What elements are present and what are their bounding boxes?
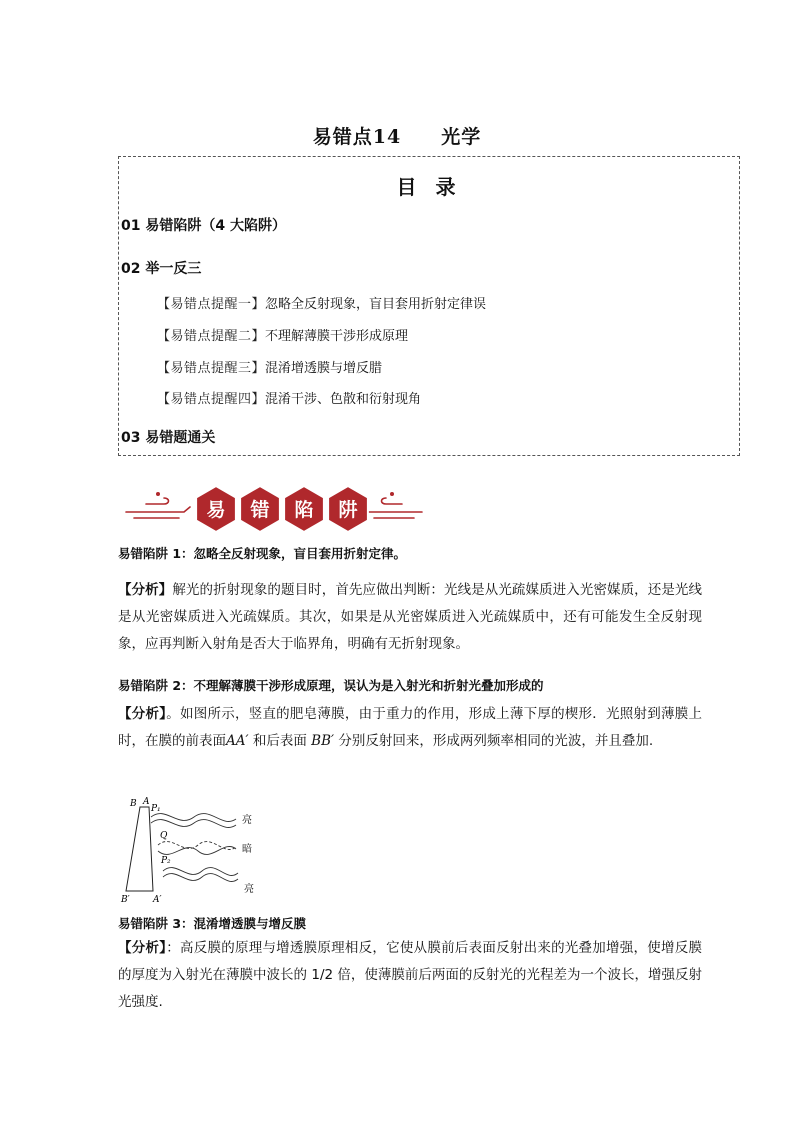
label-bright-bottom: 亮 [244, 884, 254, 895]
toc-subitem-text: 混淆增透膜与增反腊 [265, 361, 383, 376]
label-a: A [143, 797, 150, 807]
wave-dark-b [158, 846, 236, 854]
banner-char: 陷 [294, 499, 314, 521]
label-bright-top: 亮 [242, 815, 252, 826]
label-q: Q [160, 831, 168, 841]
toc-subitem-tag: 【易错点提醒四】 [157, 392, 266, 407]
toc-item-examples[interactable]: 02 举一反三 [121, 261, 202, 277]
film-wedge [126, 807, 153, 891]
banner-char: 错 [250, 499, 270, 521]
label-a-prime: A′ [153, 895, 162, 905]
trap2-analysis [118, 701, 702, 755]
analysis-tag: 【分析】 [118, 706, 167, 722]
toc-heading: 目 录 [396, 175, 462, 199]
trap1-analysis [118, 577, 702, 658]
toc-subitem-1[interactable] [157, 293, 486, 312]
trap2-heading: 易错陷阱 2：不理解薄膜干涉形成原理，误认为是入射光和折射光叠加形成的 [118, 678, 544, 693]
analysis-text: ：高反膜的原理与增透膜原理相反，它使从膜前后表面反射出来的光叠加增强，使增反膜的厚度为入射光在薄膜中波长的 1/2 倍，使薄膜前后两面的反射光的光程差为一个波长，增强反射光强度. [118, 940, 703, 1010]
table-of-contents [118, 156, 740, 456]
trap1-heading: 易错陷阱 1：忽略全反射现象，盲目套用折射定律。 [118, 546, 407, 561]
banner-right-ornament [362, 492, 422, 518]
analysis-text: 解光的折射现象的题目时，首先应做出判断：光线是从光疏媒质进入光密媒质，还是光线是从光密媒质进入光疏媒质。其次，如果是从光密媒质进入光疏媒质中，还有可能发生全反射现象，应再判断入射角是否大于临界角，明确有无折射现象。 [118, 582, 703, 652]
variable-bb: BB′ [311, 733, 335, 749]
toc-subitem-tag: 【易错点提醒二】 [157, 329, 266, 344]
banner-char: 阱 [338, 499, 358, 521]
label-b: B [130, 799, 137, 809]
analysis-text: 。如图所示，竖直的肥皂薄膜，由于重力的作用，形成上薄下厚的楔形．光照射到薄膜上时，在膜的前表面 [118, 706, 703, 749]
toc-subitem-4[interactable] [157, 388, 421, 407]
label-dark: 暗 [242, 844, 252, 855]
section-banner [124, 484, 424, 534]
toc-item-traps[interactable]: 01 易错陷阱（4 大陷阱） [121, 218, 286, 234]
toc-subitem-text: 不理解薄膜干涉形成原理 [265, 329, 409, 344]
variable-aa: AA′ [226, 733, 249, 749]
label-b-prime: B′ [121, 895, 130, 905]
toc-subitem-2[interactable] [157, 325, 408, 344]
banner-left-ornament [126, 492, 190, 518]
trap3-heading: 易错陷阱 3：混淆增透膜与增反膜 [118, 916, 307, 931]
toc-subitem-3[interactable] [157, 357, 382, 376]
analysis-tag: 【分析】 [118, 582, 173, 598]
toc-subitem-text: 混淆干涉、色散和衍射现角 [265, 392, 422, 407]
toc-subitem-tag: 【易错点提醒三】 [157, 361, 266, 376]
trap3-analysis [118, 935, 702, 1016]
label-p2: P₂ [161, 856, 171, 866]
banner-char: 易 [206, 499, 226, 521]
page-title-right: 光学 [441, 126, 482, 148]
toc-item-practice[interactable]: 03 易错题通关 [121, 430, 216, 446]
page-title-left: 易错点14 [312, 126, 402, 148]
toc-subitem-text: 忽略全反射现象，盲目套用折射定律误 [265, 297, 487, 312]
page-title [0, 122, 794, 149]
label-p1: P₁ [151, 804, 161, 814]
soap-film-diagram [118, 793, 278, 905]
analysis-text: 和后表面 [248, 733, 312, 749]
wave-dark-a [158, 842, 236, 850]
toc-subitem-tag: 【易错点提醒一】 [157, 297, 266, 312]
analysis-tag: 【分析】 [118, 940, 167, 956]
analysis-text: 分别反射回来，形成两列频率相同的光波，并且叠加. [334, 733, 654, 749]
